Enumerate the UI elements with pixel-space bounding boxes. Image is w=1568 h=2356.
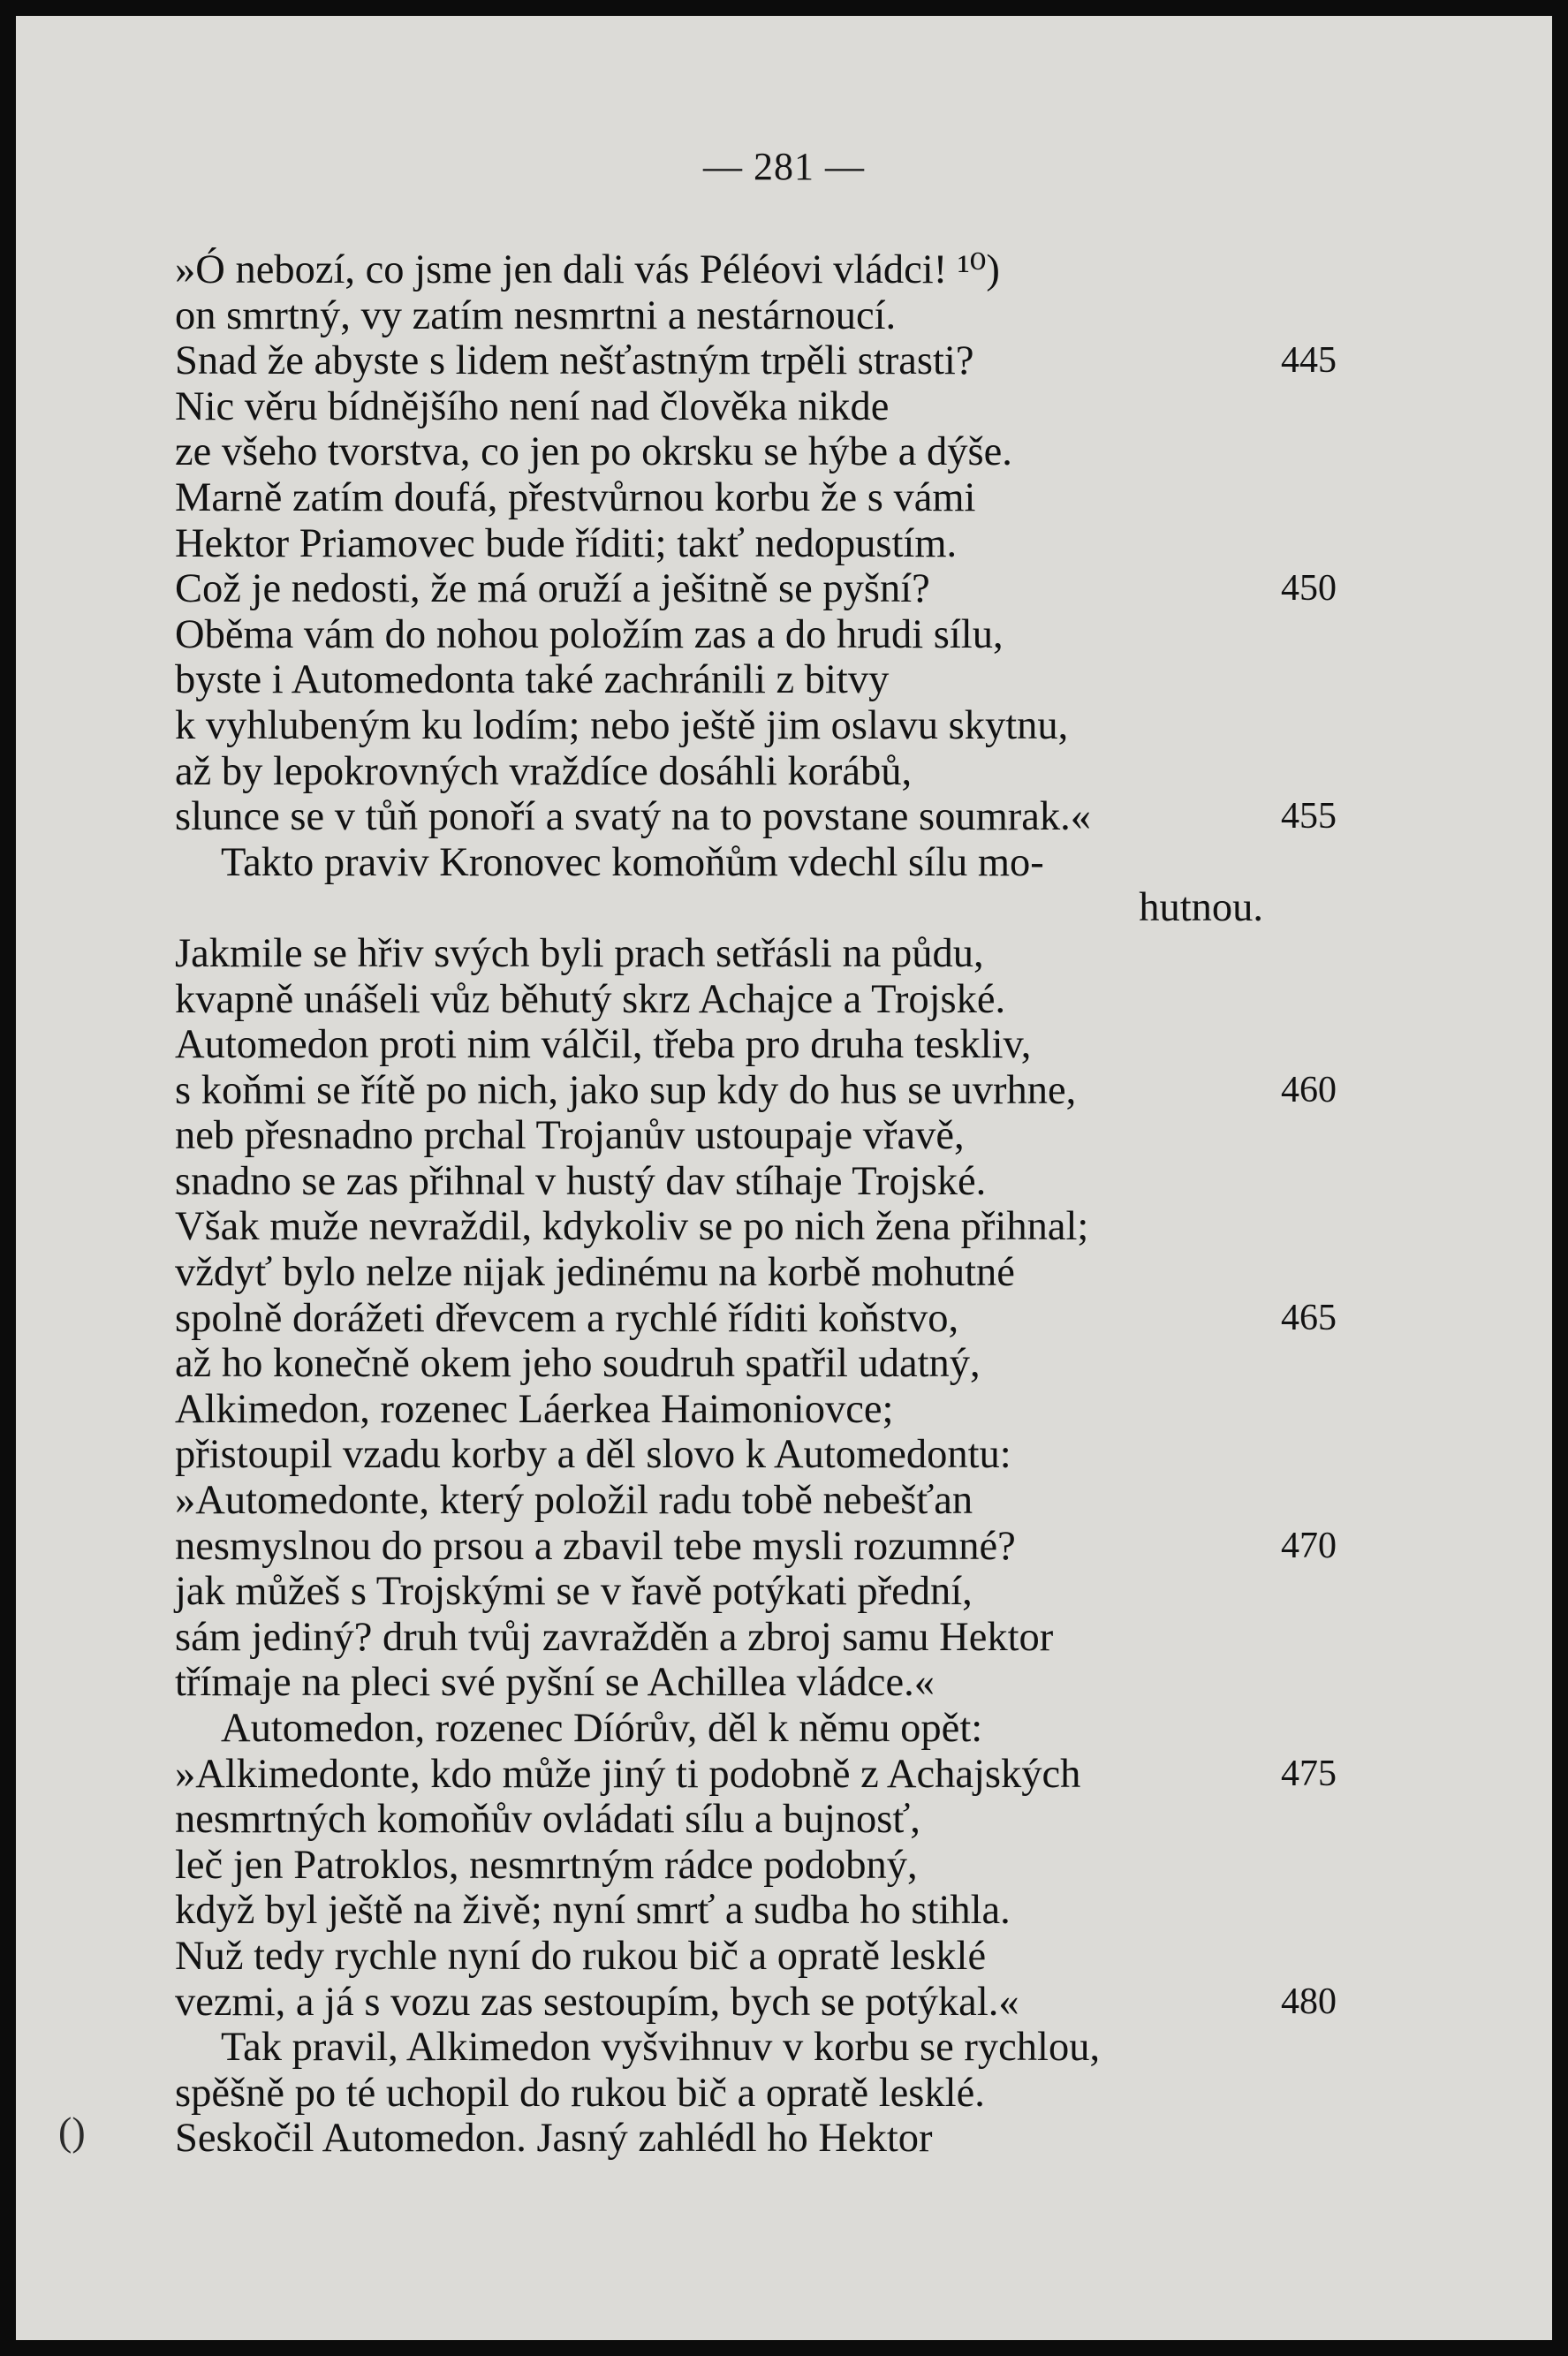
verse-line-text: Alkimedon, rozenec Láerkea Haimoniovce; bbox=[175, 1386, 894, 1432]
verse-line bbox=[175, 977, 1359, 1023]
verse-line-text: až ho konečně okem jeho soudruh spatřil udatný, bbox=[175, 1341, 981, 1387]
verse-line-text: »Automedonte, který položil radu tobě nebešťan bbox=[175, 1478, 973, 1524]
verse-line-text: Takto praviv Kronovec komoňům vdechl sílu mo- bbox=[221, 839, 1044, 885]
verse-line-text: spěšně po té uchopil do rukou bič a opratě lesklé. bbox=[175, 2070, 985, 2116]
verse-line-text: s koňmi se řítě po nich, jako sup kdy do hus se uvrhne, bbox=[175, 1067, 1077, 1113]
verse-line-text: nesmyslnou do prsou a zbavil tebe mysli rozumné? bbox=[175, 1523, 1016, 1569]
verse-line bbox=[175, 2116, 1359, 2162]
verse-line-text: spolně dorážeti dřevcem a rychlé říditi koňstvo, bbox=[175, 1295, 959, 1341]
verse-line bbox=[175, 1204, 1359, 1250]
verse-line bbox=[175, 1387, 1359, 1433]
verse-line-text: snadno se zas přihnal v hustý dav stíhaje Trojské. bbox=[175, 1158, 987, 1204]
verse-line-text: ze všeho tvorstva, co jen po okrsku se hýbe a dýše. bbox=[175, 429, 1012, 475]
verse-line bbox=[175, 885, 1359, 931]
verse-line-text: Což je nedosti, že má oruží a ješitně se pyšní? bbox=[175, 566, 930, 612]
verse-line bbox=[175, 1888, 1359, 1934]
verse-line bbox=[175, 338, 1359, 384]
verse-line bbox=[175, 1524, 1359, 1570]
verse-line bbox=[175, 840, 1359, 886]
verse-line bbox=[175, 1615, 1359, 1661]
verse-line bbox=[175, 1980, 1359, 2026]
verse-line bbox=[175, 384, 1359, 430]
verse-line-text: přistoupil vzadu korby a děl slovo k Automedontu: bbox=[175, 1432, 1011, 1478]
verse-line bbox=[175, 1432, 1359, 1478]
verse-line-text: jak můžeš s Trojskými se v řavě potýkati přední, bbox=[175, 1569, 973, 1615]
verse-line-text: Oběma vám do nohou položím zas a do hrudi sílu, bbox=[175, 611, 1004, 657]
verse-line bbox=[175, 1068, 1359, 1114]
verse-line-text: nesmrtných komoňův ovládati sílu a bujnosť, bbox=[175, 1797, 920, 1843]
verse-line bbox=[175, 749, 1359, 795]
page-number: — 281 — bbox=[703, 145, 865, 188]
verse-line bbox=[175, 2025, 1359, 2071]
line-number: 455 bbox=[1281, 796, 1337, 837]
verse-line-text: kvapně unášeli vůz běhutý skrz Achajce a Trojské. bbox=[175, 976, 1006, 1022]
verse-line-text: když byl ještě na živě; nyní smrť a sudba ho stihla. bbox=[175, 1888, 1011, 1934]
verse-line-text: »Ó nebozí, co jsme jen dali vás Péléovi vládci! ¹⁰) bbox=[175, 247, 1000, 292]
verse-line-text: Automedon proti nim válčil, třeba pro druha teskliv, bbox=[175, 1022, 1032, 1068]
line-number: 465 bbox=[1281, 1297, 1337, 1338]
verse-line-text: leč jen Patroklos, nesmrtným rádce podobný, bbox=[175, 1842, 918, 1888]
line-number: 445 bbox=[1281, 340, 1337, 382]
book-page bbox=[16, 16, 1552, 2340]
verse-line bbox=[175, 1478, 1359, 1524]
verse-line-text: Nuž tedy rychle nyní do rukou bič a opratě lesklé bbox=[175, 1933, 987, 1979]
verse-line-text: Však muže nevraždil, kdykoliv se po nich žena přihnal; bbox=[175, 1204, 1089, 1250]
verse-line-text: Nic věru bídnějšího není nad člověka nikde bbox=[175, 383, 890, 429]
verse-line bbox=[175, 1843, 1359, 1889]
verse-line-text: až by lepokrovných vraždíce dosáhli korábů, bbox=[175, 748, 913, 794]
verse-line bbox=[175, 566, 1359, 612]
verse-line bbox=[175, 429, 1359, 475]
verse-line bbox=[175, 1296, 1359, 1342]
verse-line-text: »Alkimedonte, kdo může jiný ti podobně z Achajských bbox=[175, 1751, 1081, 1797]
verse-line-text: Automedon, rozenec Díórův, děl k němu opět: bbox=[221, 1706, 983, 1751]
verse-line bbox=[175, 1934, 1359, 1980]
verse-line-text: Tak pravil, Alkimedon vyšvihnuv v korbu se rychlou, bbox=[221, 2025, 1101, 2071]
verse-line-text: k vyhlubeným ku lodím; nebo ještě jim oslavu skytnu, bbox=[175, 702, 1069, 748]
verse-line-text: neb přesnadno prchal Trojanův ustoupaje vřavě, bbox=[175, 1113, 965, 1159]
verse-line bbox=[175, 1159, 1359, 1205]
line-number: 460 bbox=[1281, 1069, 1337, 1110]
line-number: 475 bbox=[1281, 1753, 1337, 1794]
verse-line bbox=[175, 247, 1359, 293]
verse-line bbox=[175, 1022, 1359, 1068]
verse-line bbox=[175, 1341, 1359, 1387]
verse-line bbox=[175, 703, 1359, 749]
verse-line bbox=[175, 1113, 1359, 1159]
verse-line bbox=[175, 612, 1359, 658]
verse-line-text: Jakmile se hřiv svých byli prach setřásli na půdu, bbox=[175, 930, 984, 976]
verse-line bbox=[175, 293, 1359, 339]
line-number: 470 bbox=[1281, 1525, 1337, 1566]
verse-line bbox=[175, 521, 1359, 567]
verse-line bbox=[175, 2071, 1359, 2117]
margin-mark: () bbox=[58, 2109, 86, 2154]
verse-line bbox=[175, 657, 1359, 703]
verse-line bbox=[175, 475, 1359, 521]
verse-line-text: Seskočil Automedon. Jasný zahlédl ho Hektor bbox=[175, 2116, 933, 2162]
verse-line-text: Hektor Priamovec bude říditi; takť nedopustím. bbox=[175, 520, 958, 566]
verse-line-text: on smrtný, vy zatím nesmrtni a nestárnoucí. bbox=[175, 292, 897, 338]
line-number: 450 bbox=[1281, 568, 1337, 610]
verse-line-text: byste i Automedonta také zachránili z bitvy bbox=[175, 657, 890, 703]
verse-line bbox=[175, 794, 1359, 840]
verse-line-text: vždyť bylo nelze nijak jedinému na korbě mohutné bbox=[175, 1250, 1015, 1296]
verse-line-text: třímaje na pleci své pyšní se Achillea vládce.« bbox=[175, 1660, 935, 1706]
verse-line bbox=[175, 1660, 1359, 1706]
verse-line bbox=[175, 1797, 1359, 1843]
verse-line-text: hutnou. bbox=[1139, 885, 1263, 931]
line-number: 480 bbox=[1281, 1981, 1337, 2022]
verse-line bbox=[175, 1569, 1359, 1615]
verse-text bbox=[175, 247, 1359, 2162]
verse-line-text: sám jediný? druh tvůj zavražděn a zbroj samu Hektor bbox=[175, 1614, 1054, 1660]
verse-line-text: vezmi, a já s vozu zas sestoupím, bych se potýkal.« bbox=[175, 1979, 1019, 2025]
verse-line-text: Snad že abyste s lidem nešťastným trpěli strasti? bbox=[175, 338, 974, 384]
verse-line-text: Marně zatím doufá, přestvůrnou korbu že s vámi bbox=[175, 474, 976, 520]
verse-line bbox=[175, 1250, 1359, 1296]
verse-line-text: slunce se v tůň ponoří a svatý na to povstane soumrak.« bbox=[175, 794, 1092, 840]
verse-line bbox=[175, 1752, 1359, 1798]
verse-line bbox=[175, 1706, 1359, 1752]
verse-line bbox=[175, 931, 1359, 977]
